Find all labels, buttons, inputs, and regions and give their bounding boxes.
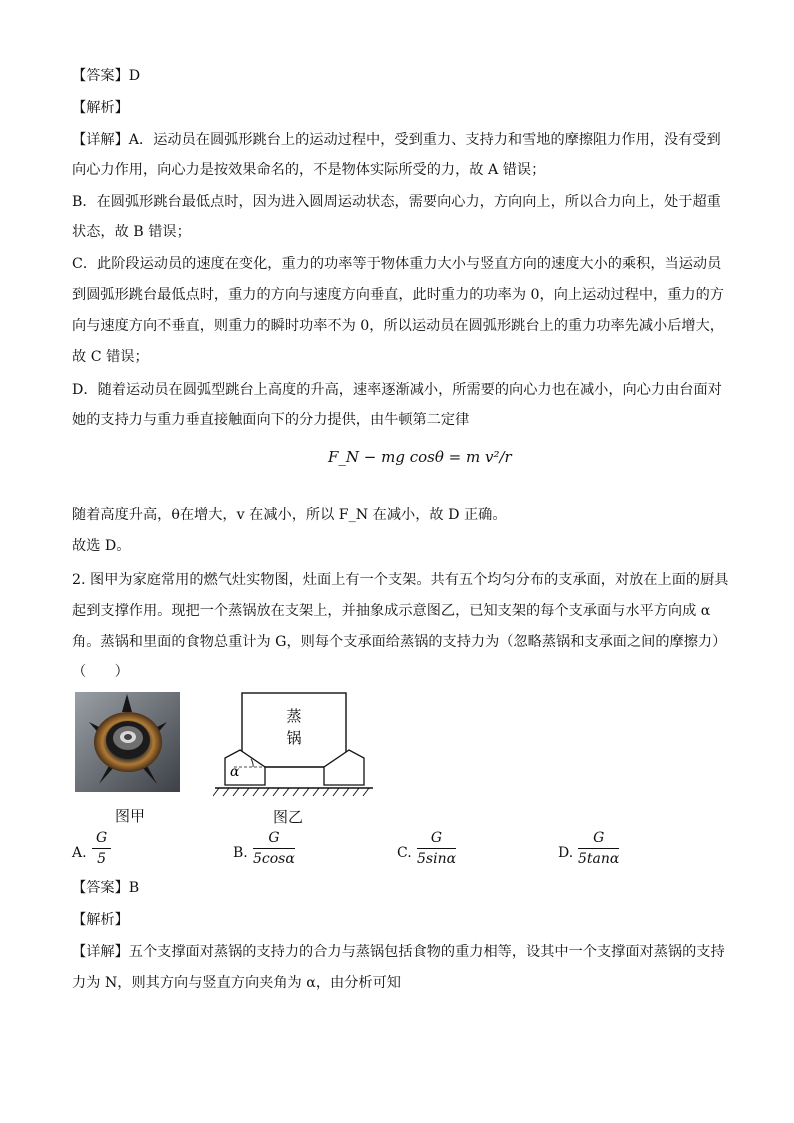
detail2-line-1: 【详解】五个支撑面对蒸锅的支持力的合力与蒸锅包括食物的重力相等，设其中一个支撑面对蒸锅的支持 bbox=[72, 944, 725, 960]
detail-line-9: D．随着运动员在圆弧型跳台上高度的升高，速率逐渐减小，所需要的向心力也在减小，向心力由台面对 bbox=[72, 382, 722, 398]
steamer-diagram bbox=[213, 688, 376, 800]
choose-line: 故选 D。 bbox=[72, 538, 131, 554]
q2-line-4: （ ） bbox=[72, 664, 129, 680]
conclusion-line: 随着高度升高，θ在增大，v 在减小，所以 F_N 在减小，故 D 正确。 bbox=[72, 507, 507, 523]
answer-value: D bbox=[128, 68, 141, 84]
q2-line-2: 起到支撑作用。现把一个蒸锅放在支架上，并抽象成示意图乙，已知支架的每个支承面与水平方向成 α bbox=[72, 603, 711, 619]
q2-line-3: 角。蒸锅和里面的食物总重计为 G，则每个支承面给蒸锅的支持力为（忽略蒸锅和支承面之间的摩擦力） bbox=[72, 634, 727, 650]
analysis2-label: 【解析】 bbox=[72, 912, 129, 928]
detail-line-5: C．此阶段运动员的速度在变化，重力的功率等于物体重力大小与竖直方向的速度大小的乘积，当运动员 bbox=[72, 256, 722, 272]
detail-line-1: 【详解】A．运动员在圆弧形跳台上的运动过程中，受到重力、支持力和雪地的摩擦阻力作用，没有受到 bbox=[72, 132, 721, 148]
detail-line-2: 向心力作用，向心力是按效果命名的，不是物体实际所受的力，故 A 错误； bbox=[72, 162, 546, 178]
detail2-label: 【详解】 bbox=[72, 944, 129, 960]
answer2-value: B bbox=[128, 880, 140, 896]
fig-yi-caption: 图乙 bbox=[273, 808, 304, 826]
answer-line bbox=[72, 66, 722, 86]
fig-jia-caption: 图甲 bbox=[115, 807, 146, 825]
detail-line-3: B．在圆弧形跳台最低点时，因为进入圆周运动状态，需要向心力，方向向上，所以合力向上，处于超重 bbox=[72, 194, 721, 210]
pot-label-1: 蒸 bbox=[286, 707, 302, 725]
angle-label: α bbox=[230, 764, 240, 780]
detail-line-8: 故 C 错误； bbox=[72, 349, 149, 365]
option-b-fraction: $\frac{G}{5\cos\alpha}$ bbox=[253, 830, 295, 867]
stove-photo bbox=[75, 692, 180, 792]
detail-line-4: 状态，故 B 错误； bbox=[72, 224, 191, 240]
detail-line-7: 向与速度方向不垂直，则重力的瞬时功率不为 0，所以运动员在圆弧形跳台上的重力功率先减小后增大， bbox=[72, 318, 724, 334]
detail2-line-2: 力为 N，则其方向与竖直方向夹角为 α，由分析可知 bbox=[72, 975, 401, 991]
detail-line-10: 她的支持力与重力垂直接触面向下的分力提供，由牛顿第二定律 bbox=[72, 412, 470, 428]
option-c-fraction: $\frac{G}{5\sin\alpha}$ bbox=[417, 830, 457, 867]
answer-label: 【答案】 bbox=[72, 68, 129, 84]
q2-line-1: 2. 图甲为家庭常用的燃气灶实物图，灶面上有一个支架。共有五个均匀分布的支承面，对放在上面的厨具 bbox=[72, 572, 729, 588]
option-d-fraction: $\frac{G}{5\tan\alpha}$ bbox=[578, 830, 620, 867]
answer2-line bbox=[72, 878, 722, 898]
analysis-label: 【解析】 bbox=[72, 100, 129, 116]
detail-label: 【详解】 bbox=[72, 132, 129, 148]
newton-formula: F_N − mg cosθ = m v²/r bbox=[328, 448, 512, 466]
option-a-fraction: $\frac{G}{5}$ bbox=[92, 830, 111, 867]
detail-line-6: 到圆弧形跳台最低点时，重力的方向与速度方向垂直，此时重力的功率为 0，向上运动过程中，重力的方 bbox=[72, 287, 724, 303]
page: 【答案】D 【解析】 【详解】A．运动员在圆弧形跳台上的运动过程中，受到重力、支持力和雪地的摩擦阻力作用，没有受到 向心力作用，向心力是按效果命名的，不是物体实际所受的力，故 A 错误； B．在圆弧形跳台最低点时，因为进入圆周运动状态，需要向心力，方向向上，所以合力向上，处于超重 状态，故 B 错误； C．此阶段运动员的速度在变化，重力的功率等于物体重力大小与竖直方向的速度大小的乘积，当运动员 到圆弧形跳台最低点时，重力的方向与速度方向垂直，此时重力的功率为 0，向上运动过程中，重力的方 向与速度方向不垂直，则重力的瞬时功率不为 0，所以运动员在圆弧形跳台上的重力功率先减小后增大， 故 C 错误； D．随着运动员在圆弧型跳台上高度的升高，速率逐渐减小，所需要的向心力也在减小，向心力由台面对 她的支持力与重力垂直接触面向下的分力提供，由牛顿第二定律 F_N − mg cosθ = m v²/r 随着高度升高，θ在增大，v 在减小，所以 F_N 在减小，故 D 正确。 故选 D。 2. 图甲为家庭常用的燃气灶实物图，灶面上有一个支架。共有五个均匀分布的支承面，对放在上面的厨具 起到支撑作用。现把一个蒸锅放在支架上，并抽象成示意图乙，已知支架的每个支承面与水平方向成 α 角。蒸锅和里面的食物总重计为 G，则每个支承面给蒸锅的支持力为（忽略蒸锅和支承面之间的摩擦力） （ ） 图甲 蒸 锅 α 图乙 A. $\frac{G}{5}$ B. $\frac{G}{5\cos\alpha}$ C. $\frac{G}{5\sin\alpha}$ D. $\frac{G}{5\tan\alpha}$ 【答案】B 【解析】 【详解】五个支撑面对蒸锅的支持力的合力与蒸锅包括食物的重力相等，设其中一个支撑面对蒸锅的支持 力为 N，则其方向与竖直方向夹角为 α，由分析可知 bbox=[72, 68, 729, 991]
answer2-label: 【答案】 bbox=[72, 880, 129, 896]
pot-label-2: 锅 bbox=[286, 729, 302, 747]
